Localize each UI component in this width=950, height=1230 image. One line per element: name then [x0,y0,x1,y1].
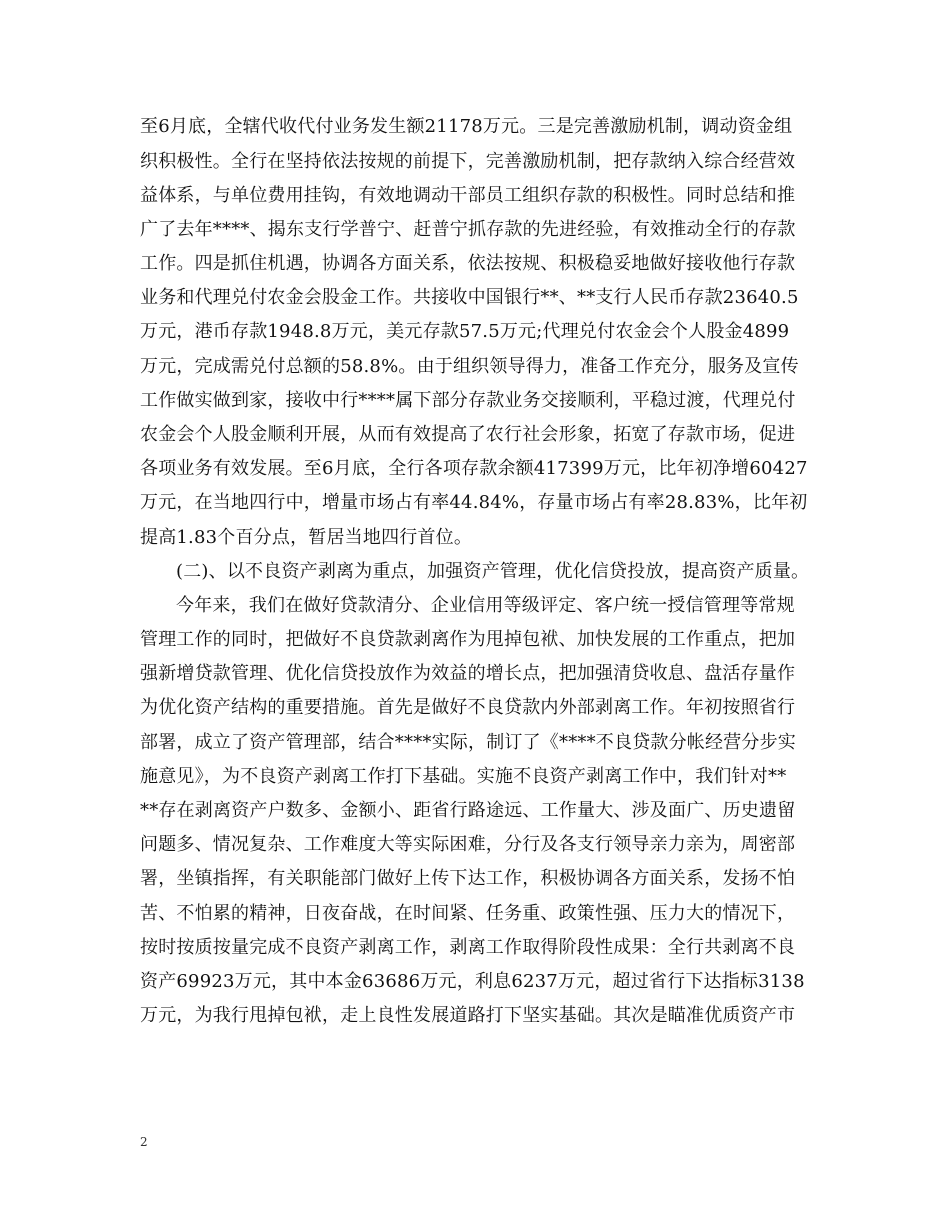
text-line: 各项业务有效发展。至6月底，全行各项存款余额417399万元，比年初净增60427 [140,458,808,479]
text-line: 万元，完成需兑付总额的58.8%。由于组织领导得力，准备工作充分，服务及宣传 [140,356,799,377]
page-number: 2 [140,1135,148,1149]
text-line: 农金会个人股金顺利开展，从而有效提高了农行社会形象，拓宽了存款市场，促进 [140,424,796,445]
text-line: 资产69923万元，其中本金63686万元，利息6237万元，超过省行下达指标3138 [140,971,805,992]
text-line: **存在剥离资产户数多、金额小、距省行路途远、工作量大、涉及面广、历史遗留 [140,800,796,821]
text-line: 按时按质按量完成不良资产剥离工作，剥离工作取得阶段性成果：全行共剥离不良 [140,937,796,958]
text-line: 工作做实做到家，接收中行****属下部分存款业务交接顺利，平稳过渡，代理兑付 [140,390,796,411]
text-line: 万元，在当地四行中，增量市场占有率44.84%，存量市场占有率28.83%，比年初 [140,492,808,513]
text-line: 工作。四是抓住机遇，协调各方面关系，依法按规、积极稳妥地做好接收他行存款 [140,253,796,274]
text-line: 为优化资产结构的重要措施。首先是做好不良贷款内外部剥离工作。年初按照省行 [140,697,796,718]
text-line: 提高1.83个百分点，暂居当地四行首位。 [140,527,473,548]
text-line: 施意见》，为不良资产剥离工作打下基础。实施不良资产剥离工作中，我们针对** [140,766,787,787]
text-line: 管理工作的同时，把做好不良贷款剥离作为甩掉包袱、加快发展的工作重点，把加 [140,629,796,650]
text-line: 至6月底，全辖代收代付业务发生额21178万元。三是完善激励机制，调动资金组 [140,116,793,137]
text-line: 万元，港币存款1948.8万元，美元存款57.5万元;代理兑付农金会个人股金4899 [140,321,790,342]
text-line: 今年来，我们在做好贷款清分、企业信用等级评定、客户统一授信管理等常规 [176,595,795,616]
text-line: 业务和代理兑付农金会股金工作。共接收中国银行**、**支行人民币存款23640.5 [140,287,799,308]
text-line: 部署，成立了资产管理部，结合****实际，制订了《****不良贷款分帐经营分步实 [140,732,796,753]
text-line: 署，坐镇指挥，有关职能部门做好上传下达工作，积极协调各方面关系，发扬不怕 [140,868,796,889]
section-heading: (二)、以不良资产剥离为重点，加强资产管理，优化信贷投放，提高资产质量。 [176,561,810,582]
text-line: 万元，为我行甩掉包袱，走上良性发展道路打下坚实基础。其次是瞄准优质资产市 [140,1005,796,1026]
text-line: 益体系，与单位费用挂钩，有效地调动干部员工组织存款的积极性。同时总结和推 [140,185,796,206]
text-line: 织积极性。全行在坚持依法按规的前提下，完善激励机制，把存款纳入综合经营效 [140,151,796,172]
text-line: 强新增贷款管理、优化信贷投放作为效益的增长点，把加强清贷收息、盘活存量作 [140,663,796,684]
text-line: 广了去年****、揭东支行学普宁、赶普宁抓存款的先进经验，有效推动全行的存款 [140,219,796,240]
text-line: 问题多、情况复杂、工作难度大等实际困难，分行及各支行领导亲力亲为，周密部 [140,834,796,855]
text-line: 苦、不怕累的精神，日夜奋战，在时间紧、任务重、政策性强、压力大的情况下， [140,903,796,924]
